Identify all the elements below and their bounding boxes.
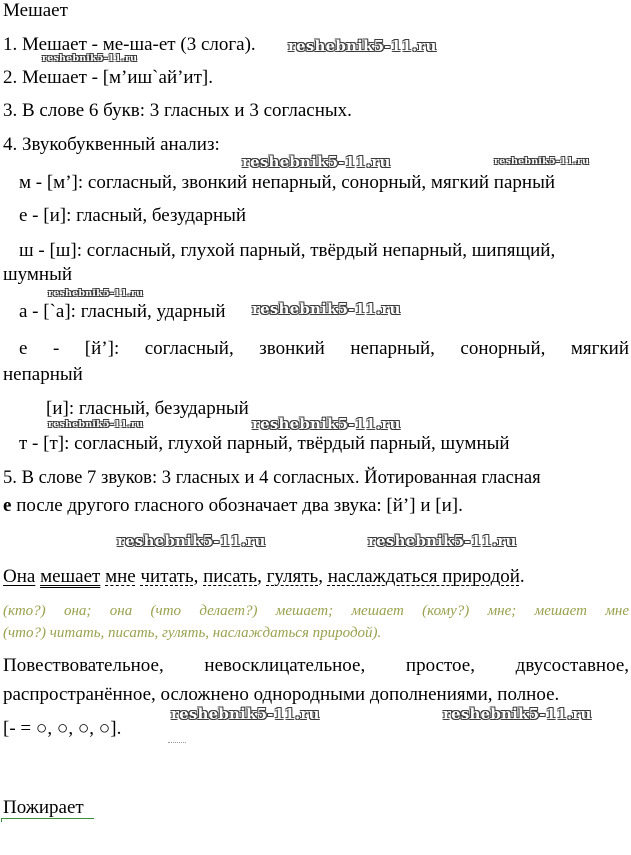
sound-sh: ш - [ш]: согласный, глухой парный, твёрдый непарный, шипящий, (19, 240, 556, 261)
sound-t: т - [т]: согласный, глухой парный, твёрдый парный, шумный (19, 433, 510, 454)
line-iotated-text: после другого гласного обозначает два звука: [й’] и [и]. (11, 495, 463, 516)
line-analysis-heading: 4. Звукобуквенный анализ: (3, 134, 220, 155)
line-transcription: 2. Мешает - [м’иш`ай’ит]. (3, 67, 213, 88)
word-object: гулять (266, 566, 319, 587)
questions-line1: (кто?) она; она (что делает?) мешает; мешает (кому?) мне; мешает мне (3, 603, 629, 619)
sound-sh-cont: шумный (3, 264, 73, 285)
sentence-scheme: [- = ○, ○, ○, ○]. (3, 718, 122, 739)
word-object: наслаждаться природой (327, 566, 520, 587)
word-object: мне (105, 566, 136, 587)
watermark: reshebnik5-11.ru (252, 415, 401, 433)
sound-e2: е - [й’]: согласный, звонкий непарный, сонорный, мягкий (19, 338, 629, 359)
watermark: reshebnik5-11.ru (494, 156, 590, 167)
line-sounds: 5. В слове 7 звуков: 3 гласных и 4 согласных. Йотированная гласная (3, 467, 541, 488)
word-subject: Она (3, 566, 36, 587)
word-object: писать (203, 566, 258, 587)
next-section-title: Пожирает (3, 797, 84, 818)
bold-letter: е (3, 495, 12, 516)
sound-m: м - [м’]: согласный, звонкий непарный, сонорный, мягкий парный (19, 172, 556, 193)
watermark: reshebnik5-11.ru (242, 153, 391, 171)
word-predicate: мешает (40, 566, 101, 587)
watermark: reshebnik5-11.ru (288, 37, 437, 55)
line-iotated (3, 495, 463, 517)
watermark: reshebnik5-11.ru (443, 705, 592, 723)
parsed-sentence: Она мешает мне читать, писать, гулять, наслаждаться природой. (3, 566, 525, 587)
watermark: reshebnik5-11.ru (48, 288, 144, 299)
watermark: reshebnik5-11.ru (42, 53, 138, 64)
line-letters: 3. В слове 6 букв: 3 гласных и 3 согласных. (3, 100, 352, 121)
sound-e1: е - [и]: гласный, безударный (19, 205, 247, 226)
watermark: reshebnik5-11.ru (117, 532, 266, 550)
questions-line2: (что?) читать, писать, гулять, наслаждаться природой). (3, 625, 382, 641)
sound-e2-cont: непарный (3, 364, 83, 385)
word-object: читать (140, 566, 194, 587)
description-line2: распространённое, осложнено однородными дополнениями, полное. (3, 684, 560, 705)
sound-i: [и]: гласный, безударный (46, 398, 249, 419)
sound-a: а - [`а]: гласный, ударный (19, 301, 226, 322)
watermark: reshebnik5-11.ru (48, 419, 144, 430)
watermark: reshebnik5-11.ru (171, 705, 320, 723)
page-title: Мешает (3, 0, 68, 21)
watermark: reshebnik5-11.ru (368, 532, 517, 550)
watermark: reshebnik5-11.ru (252, 300, 401, 318)
description-line1: Повествовательное, невосклицательное, простое, двусоставное, (3, 655, 629, 676)
line-syllables: 1. Мешает - ме-ша-ет (3 слога). (3, 34, 256, 55)
divider (168, 742, 186, 743)
